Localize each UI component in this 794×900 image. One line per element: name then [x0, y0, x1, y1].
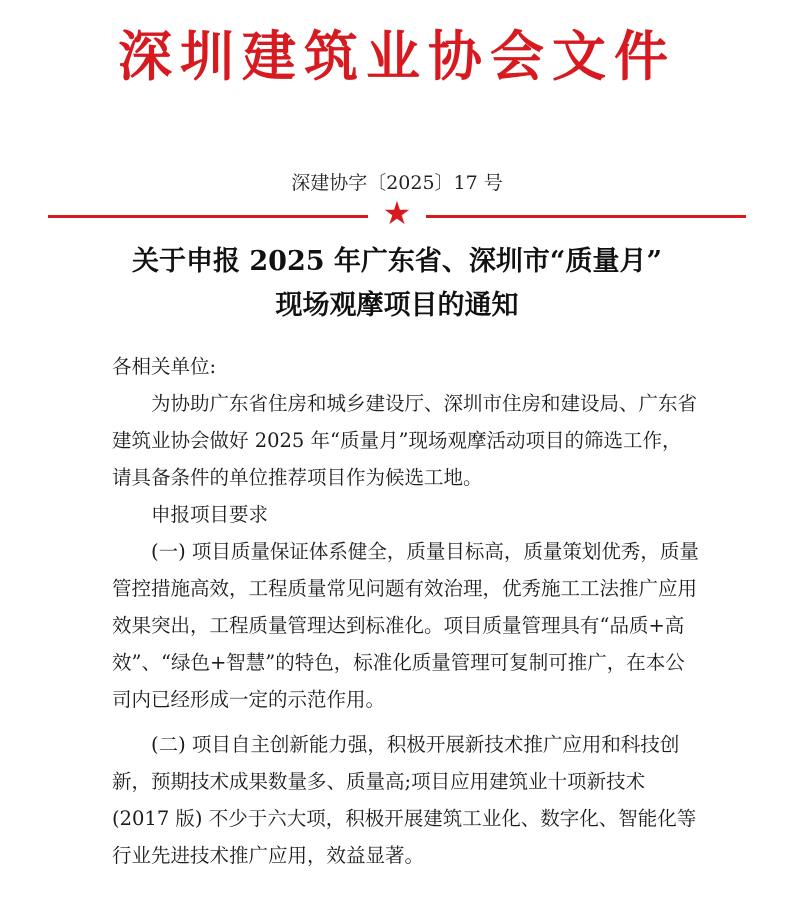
section-heading: 申报项目要求 — [151, 503, 269, 526]
requirement-item-1: (一) 项目质量保证体系健全，质量目标高，质量策划优秀，质量管控措施高效，工程质量常见问题有效治理，优秀施工工法推广应用效果突出，工程质量管理达到标准化。项目质量管理具有“品质+高效”、“绿色+智慧”的特色，标准化质量管理可复制可推广，在本公司内已经形成一定的示范作用。 — [112, 540, 699, 711]
notice-title — [60, 240, 734, 328]
document-number: 深建协字〔2025〕17 号 — [291, 172, 503, 194]
divider-line-right — [426, 215, 746, 218]
salutation: 各相关单位: — [112, 355, 217, 378]
notice-title-line1: 关于申报 2025 年广东省、深圳市“质量月” — [131, 246, 662, 277]
star-icon: ★ — [382, 194, 412, 232]
intro-paragraph: 为协助广东省住房和城乡建设厅、深圳市住房和建设局、广东省建筑业协会做好 2025 年“质量月”现场观摩活动项目的筛选工作，请具备条件的单位推荐项目作为候选工地。 — [112, 392, 698, 489]
notice-title-line2: 现场观摩项目的通知 — [275, 290, 519, 321]
divider-line-left — [48, 215, 368, 218]
requirement-item-2: (二) 项目自主创新能力强，积极开展新技术推广应用和科技创新，预期技术成果数量多、质量高;项目应用建筑业十项新技术 (2017 版) 不少于六大项，积极开展建筑工业化、数字化、智能化等行业先进技术推广应用，效益显著。 — [112, 733, 697, 867]
notice-body — [112, 348, 700, 874]
org-header-title: 深圳建筑业协会文件 — [118, 25, 676, 88]
red-divider — [48, 194, 746, 232]
